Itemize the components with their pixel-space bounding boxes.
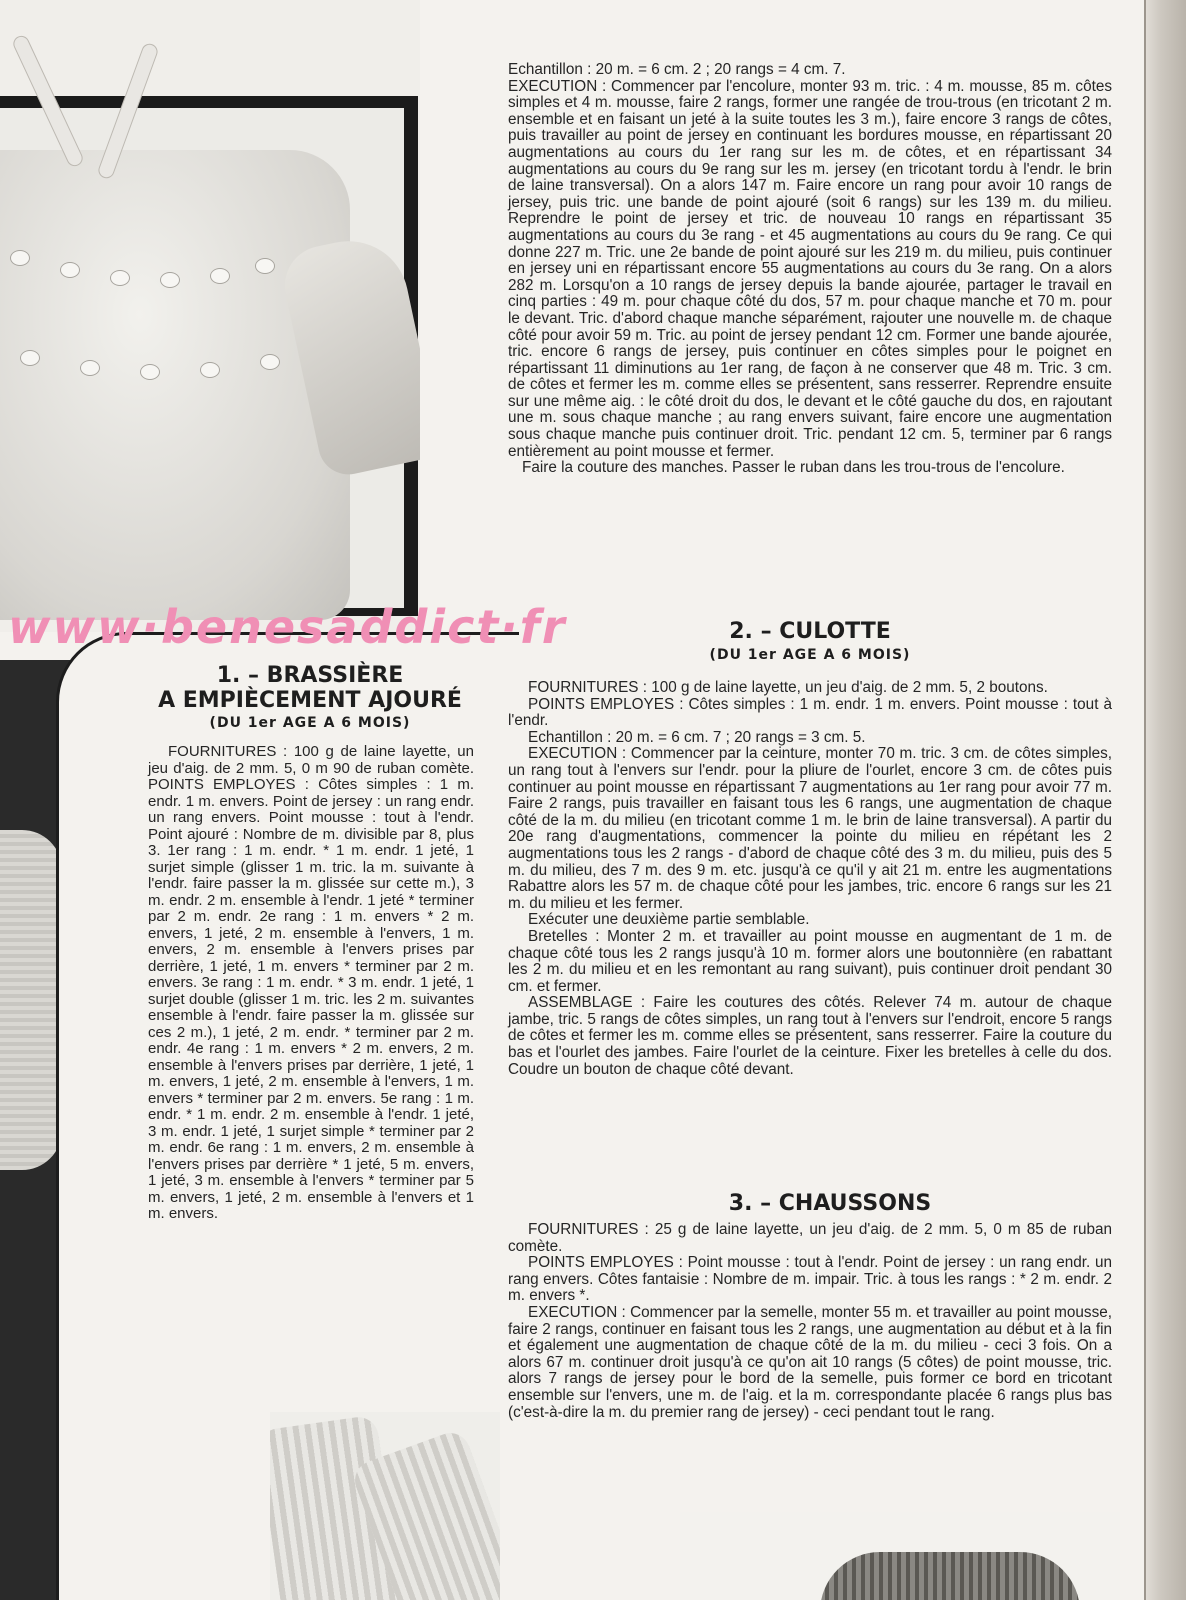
section2-body bbox=[508, 680, 1112, 1078]
lace-bobble bbox=[260, 354, 280, 370]
chaussons-photo bbox=[270, 1412, 500, 1600]
section3-body bbox=[508, 1222, 1112, 1421]
lace-bobble bbox=[60, 262, 80, 278]
lace-bobble bbox=[200, 362, 220, 378]
paragraph: POINTS EMPLOYES : Côtes simples : 1 m. endr. 1 m. envers. Point mousse : tout à l'endr. bbox=[508, 695, 1112, 730]
bootie-photo bbox=[680, 1512, 1120, 1600]
section3-title: 3. – CHAUSSONS bbox=[728, 1191, 932, 1216]
section1-body bbox=[148, 744, 474, 1223]
section1-subtitle: (DU 1er AGE A 6 MOIS) bbox=[209, 715, 411, 731]
lace-bobble bbox=[20, 350, 40, 366]
culotte-knit bbox=[0, 830, 62, 1170]
lace-bobble bbox=[210, 268, 230, 284]
paragraph: FOURNITURES : 25 g de laine layette, un jeu d'aig. de 2 mm. 5, 0 m 85 de ruban comète. bbox=[508, 1221, 1112, 1255]
paragraph: EXECUTION : Commencer par la semelle, monter 55 m. et travailler au point mousse, faire 2 rangs, continuer en faisant tous les 2 rangs, une augmentation au début et à la fin et également une augmentation de chaque côté de la m. du milieu - ceci 3 fois. On a alors 67 m. continuer droit jusqu'à ce qu'on ait 10 rangs (5 côtes) de point mousse, tric. alors 7 rangs de jersey pour le bord de la semelle, puis former ce bord en tricotant ensemble sur l'envers, une m. de l'aig. et la m. correspondante placée 6 rangs plus bas (c'est-à-dire la m. du premier rang de jersey) - ceci pendant tout le rang. bbox=[508, 1303, 1112, 1421]
brassiere-photo bbox=[0, 0, 420, 632]
paragraph: ASSEMBLAGE : Faire les coutures des côtés. Relever 74 m. autour de chaque jambe, tric. 5 rangs de côtes simples, un rang tout à l'envers sur l'endroit, encore 5 rangs de côtes et fermer les m. comme elles se présentent, sans resserrer. Faire la couture du bas et l'ourlet des jambes. Faire l'ourlet de la ceinture. Fixer les bretelles à celle du dos. Coudre un bouton de chaque côté devant. bbox=[508, 994, 1112, 1078]
page-edge-line bbox=[1144, 0, 1146, 1600]
brassiere-instructions bbox=[508, 62, 1112, 477]
section2-subtitle: (DU 1er AGE A 6 MOIS) bbox=[709, 647, 911, 663]
section1-title-line1: 1. – BRASSIÈRE bbox=[216, 663, 404, 688]
lace-bobble bbox=[255, 258, 275, 274]
paragraph: Bretelles : Monter 2 m. et travailler au point mousse en augmentant de 1 m. de chaque côté tous les 2 rangs jusqu'à 10 m. former alors une boutonnière (en rabattant les 2 m. du milieu et en les remontant au rang suivant), puis continuer droit pendant 30 cm. et fermer. bbox=[508, 927, 1112, 995]
paragraph: EXECUTION : Commencer par l'encolure, monter 93 m. tric. : 4 m. mousse, 85 m. côtes simples et 4 m. mousse, faire 2 rangs, former une rangée de trou-trous (en tricotant 2 m. ensemble et en faisant un jeté à la suite toutes les 3 m.), faire encore 3 rangs de côtes, puis travailler au point de jersey en continuant les bordures mousse, en répartissant 20 augmentations au cours du 1er rang sur les m. de côtes, et en répartissant 34 augmentations au cours du 9e rang sur les m. jersey (en tricotant tordu à l'endr. le brin de laine transversal). On a alors 147 m. Faire encore un rang pour avoir 10 rangs de jersey, puis tric. une bande de point ajouré (soit 6 rangs) sur les 139 m. du milieu. Reprendre le point de jersey et tric. de nouveau 10 rangs en répartissant 35 augmentations au cours du 3e rang - et 45 augmentations au cours du 9e rang. Ce qui donne 227 m. Tric. une 2e bande de point ajouré sur les 219 m. du milieu, puis continuer en jersey uni en répartissant encore 55 augmentations au cours du 3e rang. On a alors 282 m. Lorsqu'on a 10 rangs de jersey depuis la bande ajourée, partager le travail en cinq parties : 49 m. pour chaque côté du dos, 57 m. pour chaque manche et 70 m. pour le devant. Tric. d'abord chaque manche séparément, rajouter une nouvelle m. de chaque côté pour avoir 59 m. Tric. au point de jersey pendant 12 cm. Former une bande ajourée, tric. encore 6 rangs de jersey, puis continuer en côtes simples pour le poignet en répartissant 11 diminutions au 1er rang, de façon à ne conserver que 48 m. Tric. 3 cm. de côtes et fermer les m. comme elles se présentent, sans resserrer. Reprendre ensuite sur une même aig. : le côté droit du dos, le devant et le côté gauche du dos, en rajoutant une m. sous chaque manche ; au rang envers suivant, faire encore une augmentation sous chaque manche puis continuer droit. Tric. pendant 12 cm. 5, terminer par 6 rangs entièrement au point mousse et fermer. bbox=[508, 77, 1112, 460]
paragraph: Exécuter une deuxième partie semblable. bbox=[528, 911, 810, 929]
lace-bobble bbox=[80, 360, 100, 376]
paragraph: Echantillon : 20 m. = 6 cm. 7 ; 20 rangs = 3 cm. 5. bbox=[528, 728, 866, 746]
paragraph: Echantillon : 20 m. = 6 cm. 2 ; 20 rangs = 4 cm. 7. bbox=[508, 61, 846, 78]
paragraph: FOURNITURES : 100 g de laine layette, un jeu d'aig. de 2 mm. 5, 2 boutons. bbox=[528, 679, 1048, 696]
paragraph: Faire la couture des manches. Passer le ruban dans les trou-trous de l'encolure. bbox=[522, 459, 1065, 477]
section1-title-line2: A EMPIÈCEMENT AJOURÉ bbox=[158, 688, 462, 713]
lace-bobble bbox=[110, 270, 130, 286]
page-edge bbox=[1144, 0, 1186, 1600]
bootie-shape bbox=[820, 1552, 1080, 1600]
paragraph: EXECUTION : Commencer par la ceinture, monter 70 m. tric. 3 cm. de côtes simples, un rang tout à l'envers sur l'endr. pour la pliure de l'ourlet, encore 3 cm. de côtes puis continuer au point mousse en répartissant 7 augmentations au 1er rang pour avoir 77 m. Faire 2 rangs, puis travailler en faisant tous les 6 rangs, une augmentation de chaque côté de la m. du milieu (en tricotant comme 1 m. le brin de laine transversal). A partir du 20e rang d'augmentations, commencer la pointe du milieu en répétant les 2 augmentations tous les 2 rangs - d'abord de chaque côté des 3 m. du milieu, puis des 5 m. du milieu, des 7 m. des 9 m. etc. jusqu'à ce qu'il y ait 21 m. entre les augmentations Rabattre alors les 57 m. de chaque côté pour les jambes, tric. encore 6 rangs sur les 21 m. du milieu et les fermer. bbox=[508, 745, 1112, 912]
section2-title: 2. – CULOTTE bbox=[729, 619, 891, 644]
brassiere-garment bbox=[0, 150, 350, 620]
lace-bobble bbox=[140, 364, 160, 380]
watermark: www·benesaddict·fr bbox=[8, 600, 567, 654]
paragraph: FOURNITURES : 100 g de laine layette, un jeu d'aig. de 2 mm. 5, 0 m 90 de ruban comète. POINTS EMPLOYES : Côtes simples : 1 m. endr. 1 m. envers. Point de jersey : un rang endr. un rang envers. Point mousse : tout à l'endr. Point ajouré : Nombre de m. divisible par 8, plus 3. 1er rang : 1 m. endr. * 1 m. endr. 1 jeté, 1 surjet simple (glisser 1 m. tric. la m. suivante à l'endr. faire passer la m. glissée sur cette m.), 3 m. endr. 2 m. ensemble à l'endr. 1 jeté * terminer par 2 m. endr. 2e rang : 1 m. envers * 2 m. envers, 1 jeté, 2 m. ensemble à l'envers, 1 m. envers, 2 m. ensemble à l'envers prises par derrière, 1 jeté, 1 m. envers * terminer par 2 m. envers. 3e rang : 1 m. endr. * 3 m. endr. 1 jeté, 1 surjet double (glisser 1 m. tric. les 2 m. suivantes ensemble à l'endr. faire passer la m. glissée sur ces 2 m.), 1 jeté, 2 m. endr. * terminer par 2 m. endr. 4e rang : 1 m. envers * 2 m. envers, 2 m. ensemble à l'envers prises par derrière, 1 jeté, 1 m. envers, 1 jeté, 2 m. ensemble à l'envers, 1 m. envers * terminer par 2 m. envers. 5e rang : 1 m. endr. * 1 m. endr. 2 m. ensemble à l'endr. 1 jeté, 3 m. endr. 1 jeté, 1 surjet simple * terminer par 2 m. endr. 6e rang : 1 m. envers, 2 m. ensemble à l'envers prises par derrière * 1 jeté, 5 m. envers, 1 jeté, 3 m. ensemble à l'envers * terminer par 5 m. envers, 1 jeté, 2 m. ensemble à l'envers et 1 m. envers. bbox=[148, 743, 474, 1222]
lace-bobble bbox=[160, 272, 180, 288]
lace-bobble bbox=[10, 250, 30, 266]
paragraph: POINTS EMPLOYES : Point mousse : tout à l'endr. Point de jersey : un rang endr. un rang envers. Côtes fantaisie : Nombre de m. impair. Tric. à tous les rangs : * 2 m. endr. 2 m. envers *. bbox=[508, 1254, 1112, 1305]
